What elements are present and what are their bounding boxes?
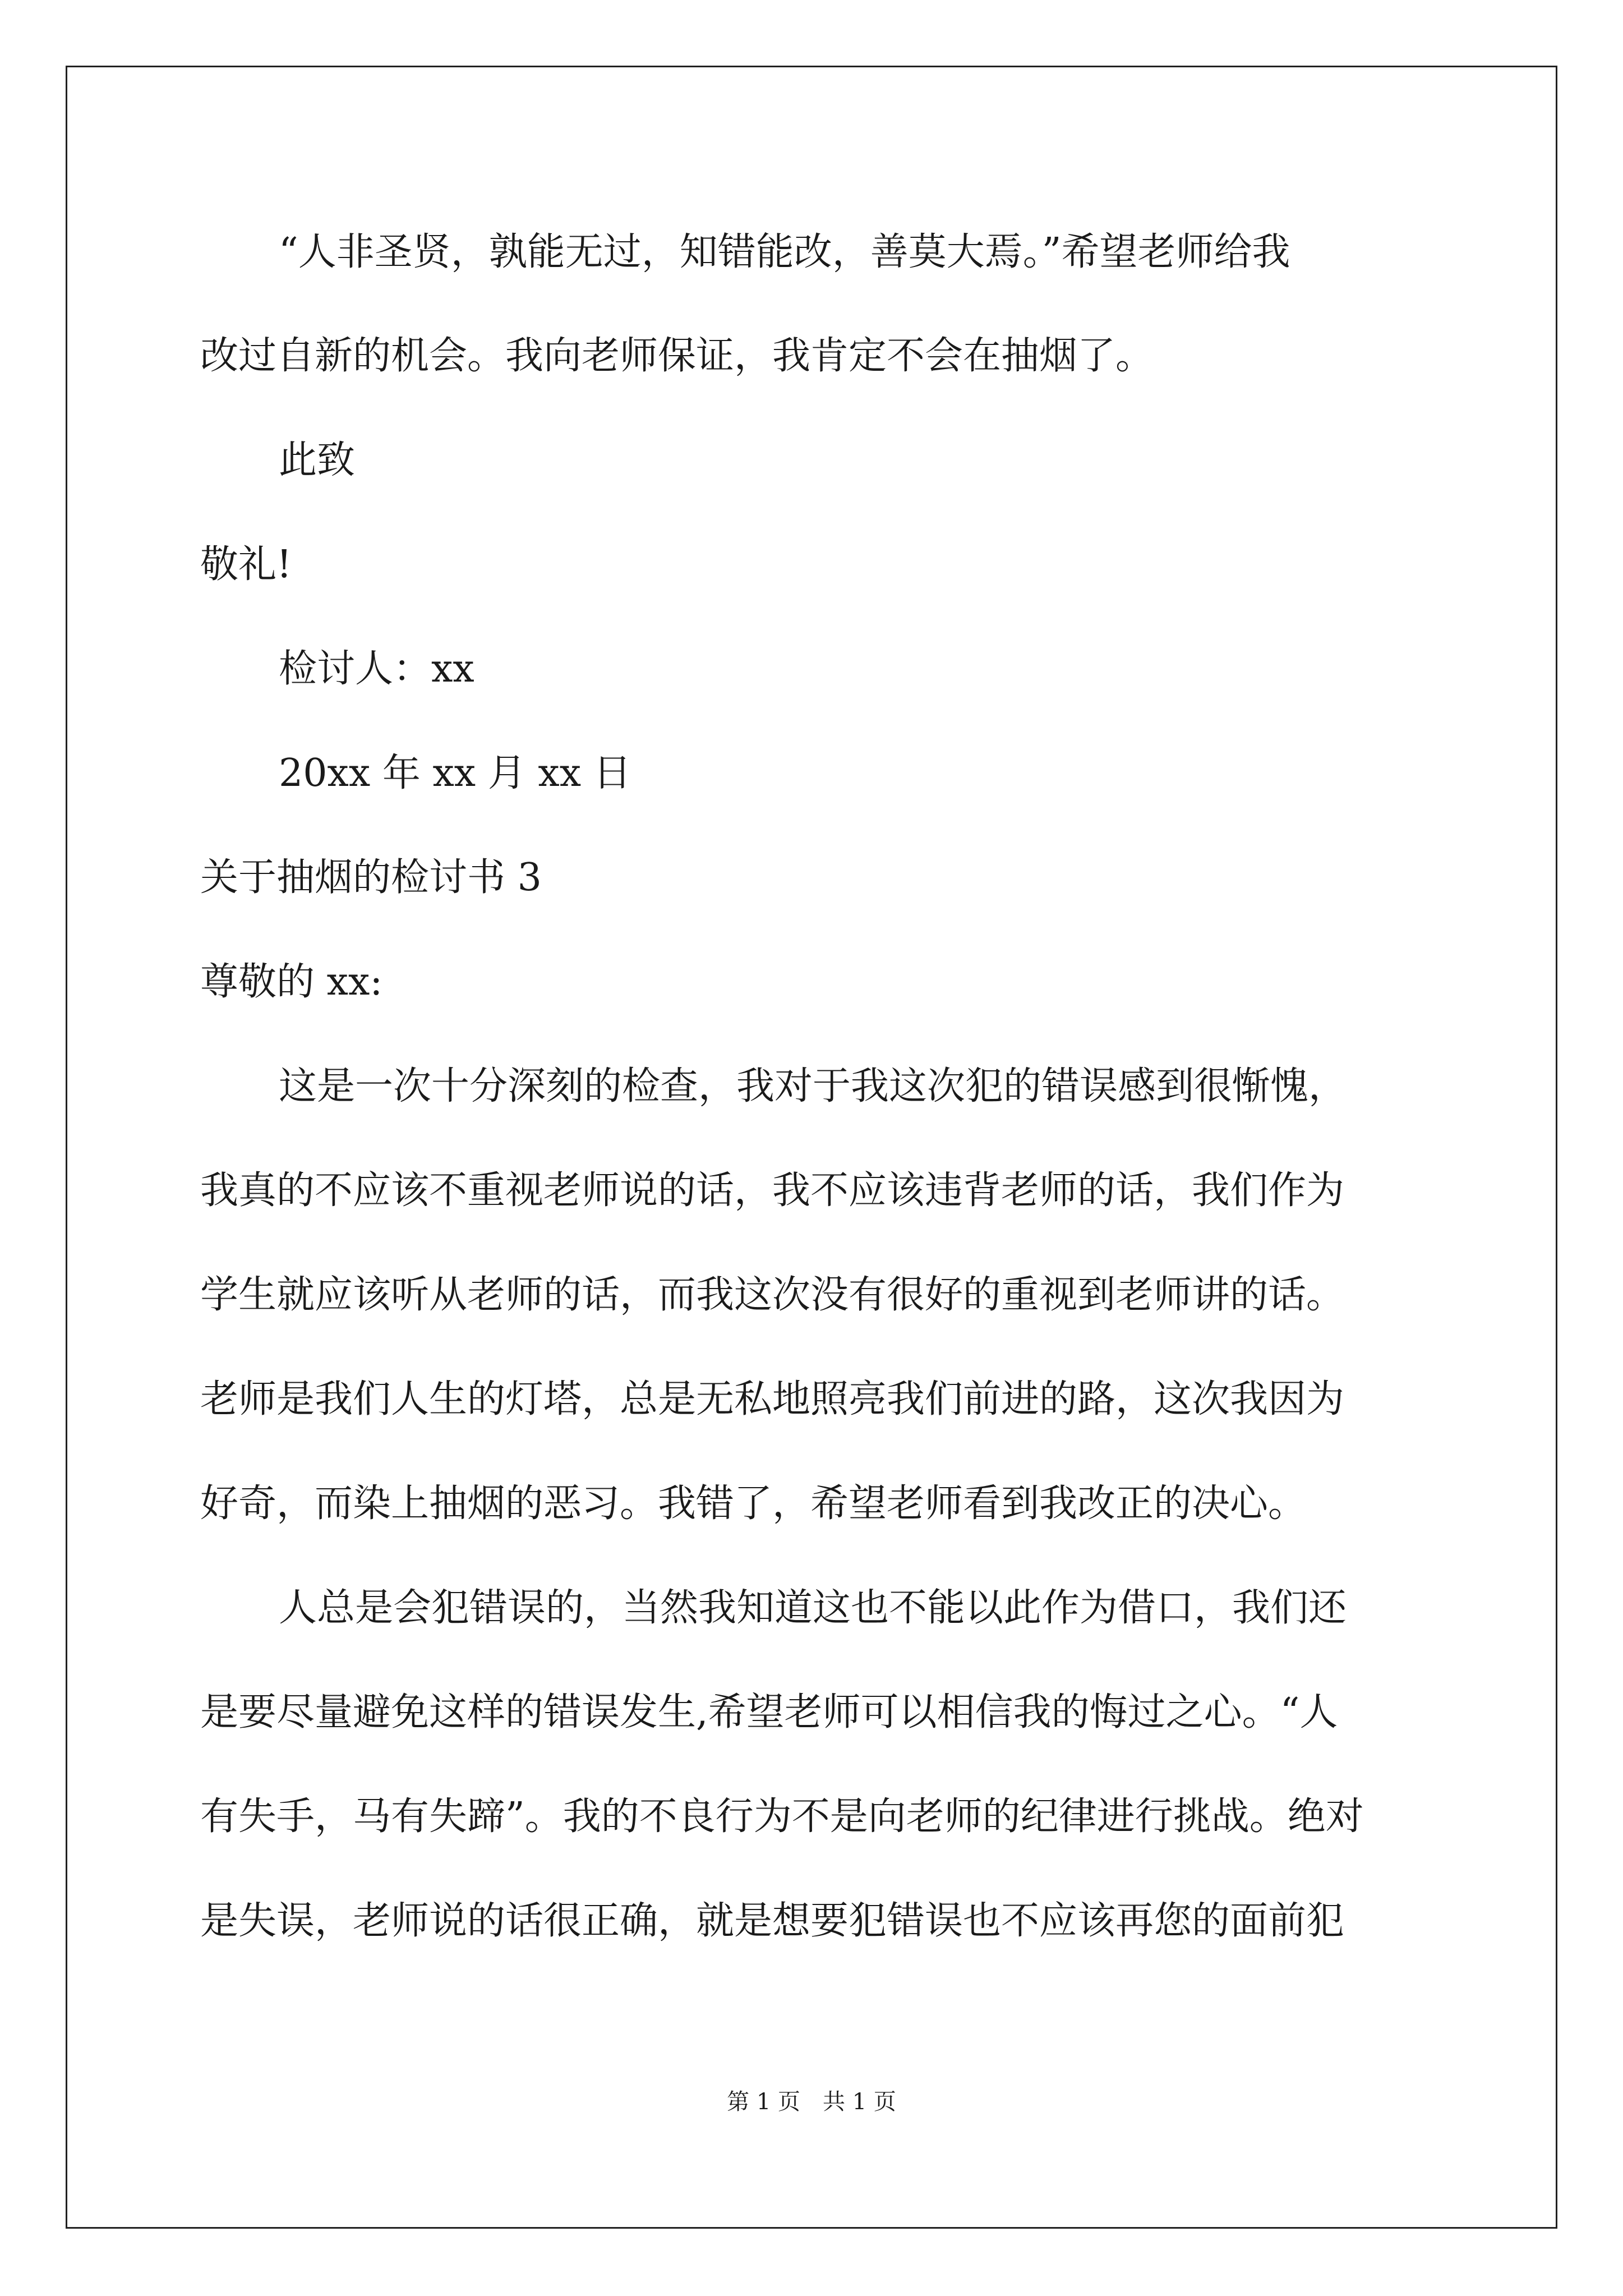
body-line-8: 人总是会犯错误的，当然我知道这也不能以此作为借口，我们还 [279, 1586, 1347, 1630]
body-line-11: 是失误，老师说的话很正确，就是想要犯错误也不应该再您的面前犯 [200, 1899, 1345, 1943]
body-line-7: 好奇，而染上抽烟的恶习。我错了，希望老师看到我改正的决心。 [200, 1481, 1307, 1526]
body-line-9: 是要尽量避免这样的错误发生,希望老师可以相信我的悔过之心。“人 [200, 1690, 1338, 1734]
body-line-4: 我真的不应该不重视老师说的话，我不应该违背老师的话，我们作为 [200, 1168, 1345, 1213]
body-line-5: 学生就应该听从老师的话，而我这次没有很好的重视到老师讲的话。 [200, 1273, 1345, 1317]
body-line-2: 改过自新的机会。我向老师保证，我肯定不会在抽烟了。 [200, 334, 1154, 378]
closing-salutation: 此致 [279, 438, 356, 482]
signature-date: 20xx 年 xx 月 xx 日 [279, 751, 631, 795]
body-line-1: “人非圣贤，孰能无过，知错能改，善莫大焉。”希望老师给我 [279, 230, 1290, 274]
body-line-10: 有失手，马有失蹄”。我的不良行为不是向老师的纪律进行挑战。绝对 [200, 1795, 1364, 1839]
body-line-6: 老师是我们人生的灯塔，总是无私地照亮我们前进的路，这次我因为 [200, 1377, 1345, 1421]
greeting: 尊敬的 xx: [200, 960, 383, 1004]
page-footer: 第 1 页 共 1 页 [727, 2089, 896, 2115]
closing-respect: 敬礼! [200, 542, 292, 587]
body-line-3: 这是一次十分深刻的检查，我对于我这次犯的错误感到很惭愧， [279, 1064, 1347, 1108]
signature-author: 检讨人：xx [279, 647, 474, 691]
section-title: 关于抽烟的检讨书 3 [200, 855, 542, 900]
